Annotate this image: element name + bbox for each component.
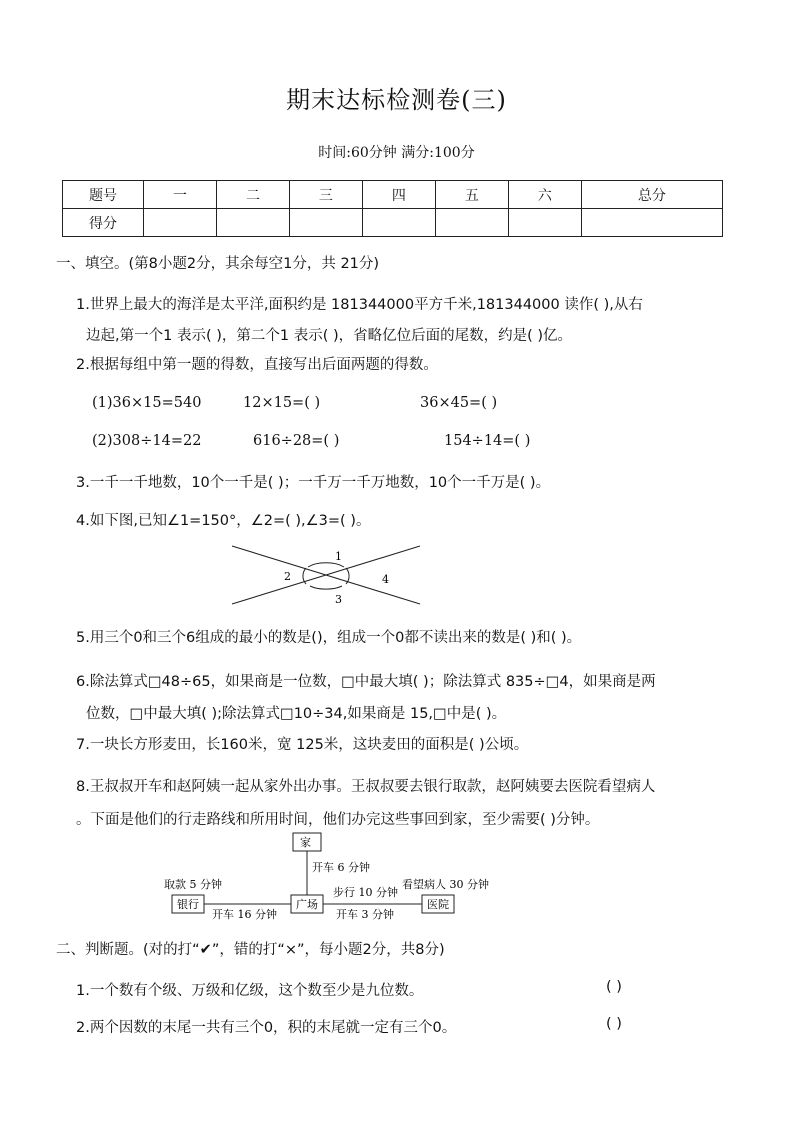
page-title: 期末达标检测卷(三) (286, 86, 507, 114)
score-input-1[interactable] (144, 209, 217, 237)
question-2-row1-b: 36×45=( ) (420, 395, 498, 411)
angle-label-2: 2 (284, 570, 291, 583)
score-cell-label: 题号 (63, 181, 144, 209)
question-2: 2.根据每组中第一题的得数，直接写出后面两题的得数。 (76, 357, 438, 373)
label-drive-hospital: 开车 3 分钟 (336, 908, 394, 920)
question-2-row2-given: (2)308÷14=22 (92, 433, 202, 449)
node-bank-label: 银行 (177, 898, 199, 911)
angle-1-arc (308, 563, 344, 567)
judge-answer-2[interactable]: ( ) (606, 1016, 622, 1032)
question-8-line-1: 8.王叔叔开车和赵阿姨一起从家外出办事。王叔叔要去银行取款，赵阿姨要去医院看望病人 (76, 779, 656, 795)
score-cell-3: 三 (289, 181, 362, 209)
route-diagram (150, 826, 500, 920)
judge-answer-1[interactable]: ( ) (606, 979, 622, 995)
question-6-line-1: 6.除法算式□48÷65，如果商是一位数，□中最大填( )；除法算式 835÷□4，如果商是两 (76, 674, 656, 690)
question-7: 7.一块长方形麦田，长160米，宽 125米，这块麦田的面积是( )公顷。 (76, 737, 529, 753)
score-cell-1: 一 (144, 181, 217, 209)
question-2-row1-a: 12×15=( ) (243, 395, 321, 411)
angle-3-arc (310, 586, 342, 589)
question-6-line-2: 位数，□中最大填( );除法算式□10÷34,如果商是 15,□中是( )。 (86, 706, 507, 722)
question-2-row1-given: (1)36×15=540 (92, 395, 202, 411)
question-3: 3.一千一千地数，10个一千是( )；一千万一千万地数，10个一千万是( )。 (76, 475, 551, 491)
exam-subtitle: 时间:60分钟 满分:100分 (318, 145, 475, 161)
question-2-row2-a: 616÷28=( ) (253, 433, 340, 449)
label-drive-home: 开车 6 分钟 (312, 861, 370, 874)
question-4: 4.如下图,已知∠1=150°，∠2=( ),∠3=( )。 (76, 513, 371, 529)
node-home-label: 家 (300, 836, 311, 849)
score-cell-2: 二 (216, 181, 289, 209)
label-walk: 步行 10 分钟 (333, 886, 398, 899)
question-5: 5.用三个0和三个6组成的最小的数是()，组成一个0都不读出来的数是( )和( )。 (76, 630, 582, 646)
question-1-line-1: 1.世界上最大的海洋是太平洋,面积约是 181344000平方千米,181344000 读作( ),从右 (76, 297, 643, 313)
judge-question-1: 1.一个数有个级、万级和亿级，这个数至少是九位数。 (76, 983, 424, 999)
label-drive-bank: 开车 16 分钟 (212, 908, 277, 920)
angle-label-4: 4 (382, 573, 389, 586)
angle-figure (228, 543, 424, 608)
score-cell-4: 四 (362, 181, 435, 209)
section-1-heading: 一、填空。(第8小题2分，其余每空1分，共 21分) (56, 256, 380, 272)
score-cell-5: 五 (435, 181, 508, 209)
label-visit: 看望病人 30 分钟 (402, 878, 489, 891)
score-input-3[interactable] (289, 209, 362, 237)
score-input-2[interactable] (216, 209, 289, 237)
score-cell-6: 六 (508, 181, 581, 209)
score-cell-total: 总分 (581, 181, 722, 209)
score-input-6[interactable] (508, 209, 581, 237)
score-table-header-row (63, 181, 723, 209)
score-row-label: 得分 (63, 209, 144, 237)
score-table (62, 180, 723, 237)
angle-label-1: 1 (335, 550, 342, 563)
section-2-heading: 二、判断题。(对的打“✔”，错的打“×”，每小题2分，共8分) (56, 942, 445, 958)
score-input-total[interactable] (581, 209, 722, 237)
score-input-5[interactable] (435, 209, 508, 237)
node-square-label: 广场 (296, 898, 318, 911)
label-withdraw: 取款 5 分钟 (164, 878, 222, 891)
angle-label-3: 3 (335, 593, 342, 606)
score-table-score-row (63, 209, 723, 237)
score-input-4[interactable] (362, 209, 435, 237)
question-8-line-2: 。下面是他们的行走路线和所用时间，他们办完这些事回到家，至少需要( )分钟。 (76, 812, 600, 828)
question-1-line-2: 边起,第一个1 表示( )，第二个1 表示( )，省略亿位后面的尾数，约是( )亿。 (86, 328, 573, 344)
node-hospital-label: 医院 (427, 898, 449, 911)
question-2-row2-b: 154÷14=( ) (444, 433, 531, 449)
judge-question-2: 2.两个因数的末尾一共有三个0，积的末尾就一定有三个0。 (76, 1020, 457, 1036)
